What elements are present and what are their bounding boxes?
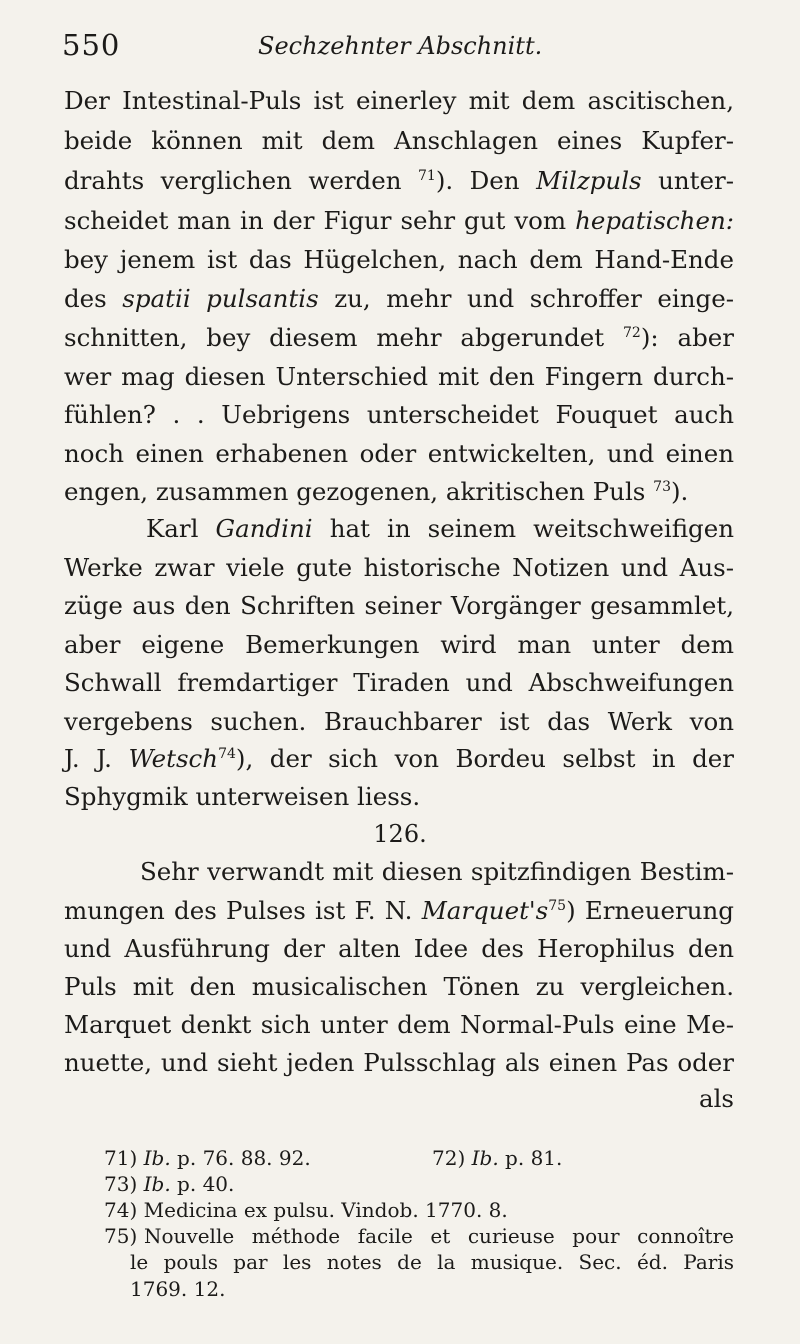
footnote-75-line: le pouls par les notes de la musique. Sec. éd. Paris (130, 1250, 734, 1274)
footnote-ref-71: 71 (418, 167, 436, 184)
text-line: Sehr verwandt mit diesen spitzfindigen Bestim- (140, 857, 734, 886)
text-line: Puls mit den musicalischen Tönen zu vergleichen. (64, 972, 734, 1001)
page-number: 550 (62, 28, 121, 62)
text-line: bey jenem ist das Hügelchen, nach dem Hand-Ende (64, 245, 734, 274)
text-line: fühlen? . . Uebrigens unterscheidet Fouquet auch (64, 400, 734, 429)
text-line: vergebens suchen. Brauchbarer ist das Werk von (64, 707, 734, 736)
text-line: noch einen erhabenen oder entwickelten, und einen (64, 439, 734, 468)
text-line: Schwall fremdartiger Tiraden und Abschweifungen (64, 668, 734, 697)
text-line: Marquet denkt sich unter dem Normal-Puls eine Me- (64, 1010, 734, 1039)
text-line: mungen des Pulses ist F. N. $Marquet's^{75}$) Erneuerung (64, 896, 734, 925)
footnote-ref-72: 72 (623, 324, 641, 341)
footnote-ref-75: 75 (548, 897, 567, 914)
page-header (62, 28, 742, 68)
catchword: als (698, 1084, 734, 1113)
footnote-ref-74: 74 (218, 745, 236, 762)
text-line: scheidet man in der Figur sehr gut vom hepatischen: (64, 206, 734, 235)
text-line: Der Intestinal-Puls ist einerley mit dem ascitischen, (64, 86, 734, 115)
section-number: 126. (373, 820, 427, 848)
footnote-74: 74) Medicina ex pulsu. Vindob. 1770. 8. (104, 1198, 508, 1222)
text-line: des spatii pulsantis zu, mehr und schroffer einge- (64, 284, 734, 313)
footnote-71: 71) Ib. p. 76. 88. 92. (104, 1146, 311, 1170)
text-line: Karl Gandini hat in seinem weitschweifigen (146, 514, 734, 543)
footnote-75-line: Nouvelle méthode facile et curieuse pour connoître (144, 1224, 734, 1248)
text-line: nuette, und sieht jeden Pulsschlag als einen Pas oder (64, 1048, 734, 1077)
text-line: und Ausführung der alten Idee des Herophilus den (64, 934, 734, 963)
footnote-73: 73) Ib. p. 40. (104, 1172, 235, 1196)
footnote-75-line: 1769. 12. (130, 1277, 226, 1301)
text-line: Werke zwar viele gute historische Notizen und Aus- (64, 553, 734, 582)
text-line: Sphygmik unterweisen liess. (64, 782, 421, 811)
text-line: aber eigene Bemerkungen wird man unter dem (64, 630, 734, 659)
text-line: beide können mit dem Anschlagen eines Kupfer- (64, 126, 734, 155)
text-line: schnitten, bey diesem mehr abgerundet $^{72}$): aber (64, 323, 734, 352)
text-line: wer mag diesen Unterschied mit den Fingern durch- (64, 362, 734, 391)
footnote-75-number: 75) (104, 1224, 138, 1248)
footnote-72: 72) Ib. p. 81. (432, 1146, 563, 1170)
text-line: züge aus den Schriften seiner Vorgänger gesammlet, (64, 591, 734, 620)
footnote-ref-73: 73 (653, 478, 671, 495)
text-line: engen, zusammen gezogenen, akritischen Puls $^{73}$). (64, 477, 689, 506)
text-line: drahts verglichen werden $^{71}$). Den Milzpuls unter- (64, 166, 735, 195)
text-line: J. J. Wetsch$^{74}$), der sich von Bordeu selbst in der (64, 744, 734, 773)
running-title: Sechzehnter Abschnitt. (258, 32, 543, 60)
